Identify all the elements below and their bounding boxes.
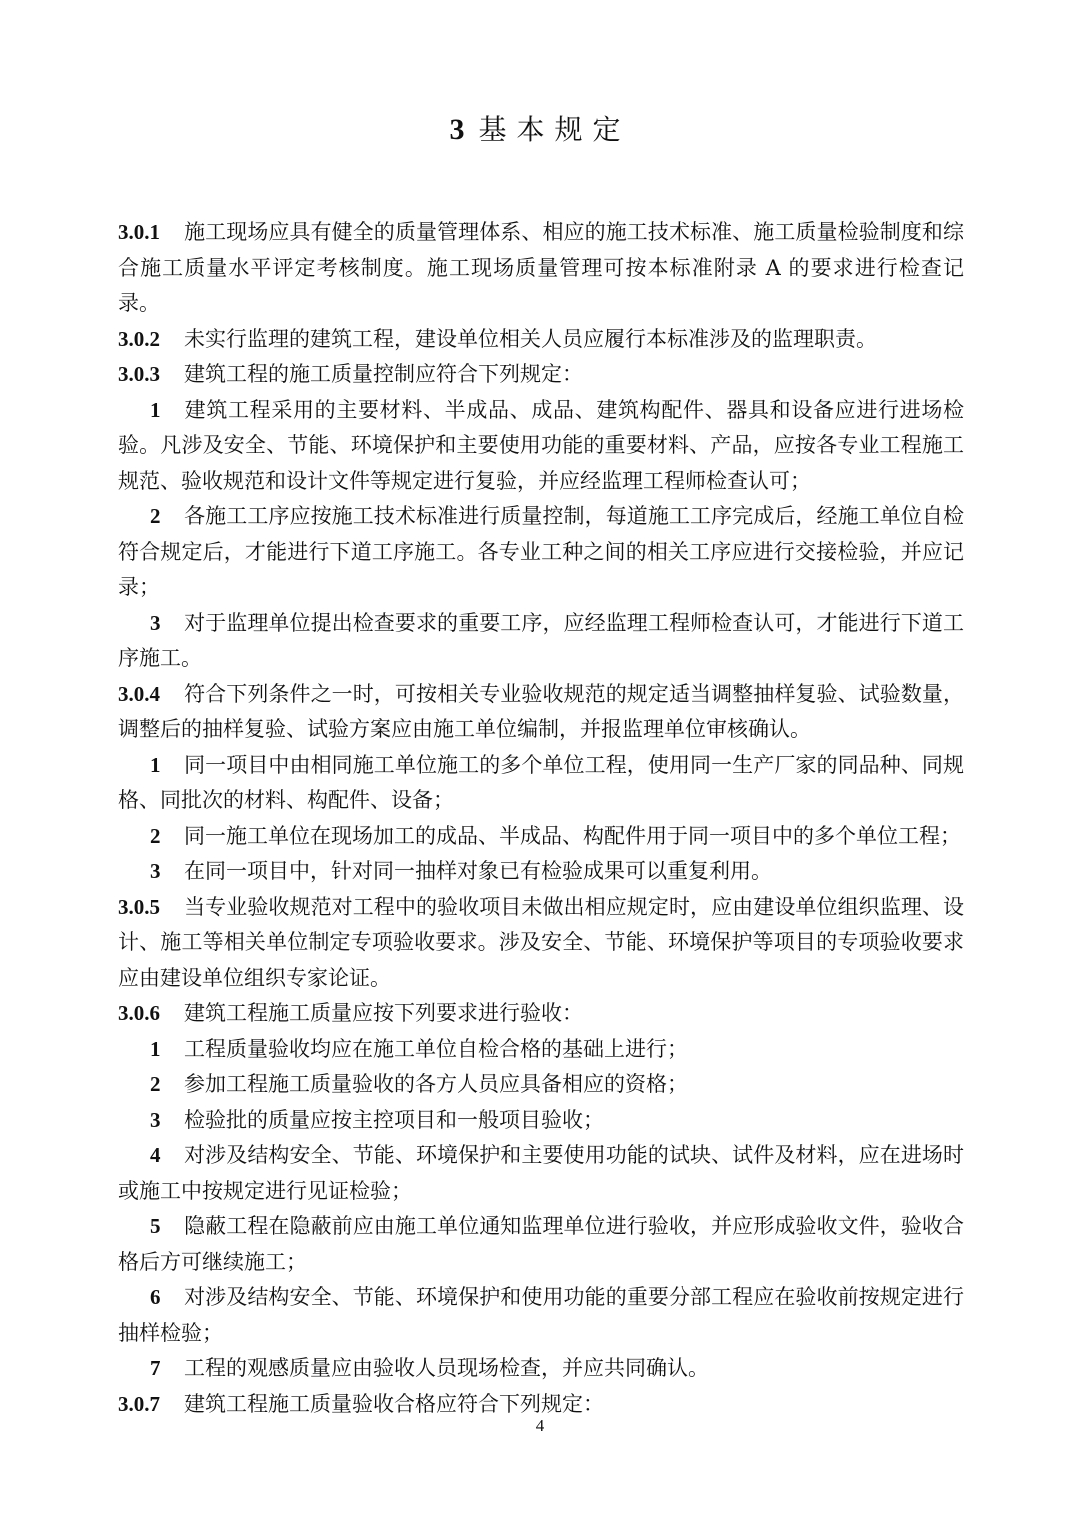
list-item [118,854,964,890]
clause-text: 建筑工程的施工质量控制应符合下列规定： [184,362,583,386]
list-item [118,1032,964,1068]
item-number: 3 [150,1107,161,1132]
clause-number: 3.0.1 [118,220,160,244]
clause-text: 建筑工程施工质量应按下列要求进行验收： [184,1001,583,1025]
item-text: 工程的观感质量应由验收人员现场检查，并应共同确认。 [184,1356,709,1380]
list-item [118,819,964,855]
item-text: 检验批的质量应按主控项目和一般项目验收； [184,1107,604,1132]
list-item [118,499,964,606]
clause-text: 符合下列条件之一时，可按相关专业验收规范的规定适当调整抽样复验、试验数量，调整后的抽样复验、试验方案应由施工单位编制，并报监理单位审核确认。 [118,681,964,741]
list-item [118,393,964,500]
chapter-number: 3 [449,113,465,146]
item-text: 工程质量验收均应在施工单位自检合格的基础上进行； [184,1036,688,1061]
list-item [118,606,964,677]
chapter-title-text: 基本规定 [478,113,631,146]
item-number: 3 [150,859,161,883]
item-text: 参加工程施工质量验收的各方人员应具备相应的资格； [184,1072,688,1096]
item-number: 5 [150,1214,161,1238]
item-text: 建筑工程采用的主要材料、半成品、成品、建筑构配件、器具和设备应进行进场检验。凡涉及安全、节能、环境保护和主要使用功能的重要材料、产品，应按各专业工程施工规范、验收规范和设计文件等规定进行复验，并应经监理工程师检查认可； [118,397,964,493]
clause-number: 3.0.4 [118,681,160,706]
clause-number: 3.0.3 [118,362,160,386]
item-number: 7 [150,1356,161,1380]
list-item [118,1351,964,1387]
item-number: 2 [150,1072,161,1096]
clause-number: 3.0.5 [118,894,160,919]
clause-text: 施工现场应具有健全的质量管理体系、相应的施工技术标准、施工质量检验制度和综合施工质量水平评定考核制度。施工现场质量管理可按本标准附录 A 的要求进行检查记录。 [118,220,964,315]
item-text: 在同一项目中，针对同一抽样对象已有检验成果可以重复利用。 [184,859,772,883]
item-text: 同一项目中由相同施工单位施工的多个单位工程，使用同一生产厂家的同品种、同规格、同批次的材料、构配件、设备； [118,752,964,812]
clause-number: 3.0.2 [118,326,160,351]
clause-text: 未实行监理的建筑工程，建设单位相关人员应履行本标准涉及的监理职责。 [184,326,877,351]
item-number: 1 [150,1036,161,1061]
clause-3-0-5 [118,890,964,997]
item-number: 1 [150,752,161,777]
item-text: 各施工工序应按施工技术标准进行质量控制，每道施工工序完成后，经施工单位自检符合规定后，才能进行下道工序施工。各专业工种之间的相关工序应进行交接检验，并应记录； [118,504,964,599]
clause-3-0-4 [118,677,964,748]
clause-number: 3.0.6 [118,1001,160,1025]
list-item [118,1138,964,1209]
clause-number: 3.0.7 [118,1391,160,1416]
chapter-title [0,108,1080,152]
clause-3-0-2 [118,322,964,358]
list-item [118,1209,964,1280]
item-number: 3 [150,610,161,635]
clause-text: 建筑工程施工质量验收合格应符合下列规定： [184,1391,604,1416]
item-number: 2 [150,504,161,528]
document-body [118,215,964,1422]
clause-text: 当专业验收规范对工程中的验收项目未做出相应规定时，应由建设单位组织监理、设计、施工等相关单位制定专项验收要求。涉及安全、节能、环境保护等项目的专项验收要求应由建设单位组织专家论证。 [118,894,964,990]
item-text: 对涉及结构安全、节能、环境保护和主要使用功能的试块、试件及材料，应在进场时或施工中按规定进行见证检验； [118,1143,964,1203]
list-item [118,1067,964,1103]
list-item [118,748,964,819]
list-item [118,1103,964,1139]
item-text: 对涉及结构安全、节能、环境保护和使用功能的重要分部工程应在验收前按规定进行抽样检验； [118,1285,964,1345]
clause-3-0-1 [118,215,964,322]
clause-3-0-3 [118,357,964,393]
item-text: 对于监理单位提出检查要求的重要工序，应经监理工程师检查认可，才能进行下道工序施工。 [118,610,964,670]
page-number: 4 [535,1416,545,1435]
item-number: 2 [150,823,161,848]
item-number: 1 [150,397,161,422]
item-number: 4 [150,1143,161,1167]
item-text: 同一施工单位在现场加工的成品、半成品、构配件用于同一项目中的多个单位工程； [184,823,961,848]
list-item [118,1280,964,1351]
item-number: 6 [150,1285,161,1309]
clause-3-0-6 [118,996,964,1032]
item-text: 隐蔽工程在隐蔽前应由施工单位通知监理单位进行验收，并应形成验收文件，验收合格后方可继续施工； [118,1214,964,1274]
